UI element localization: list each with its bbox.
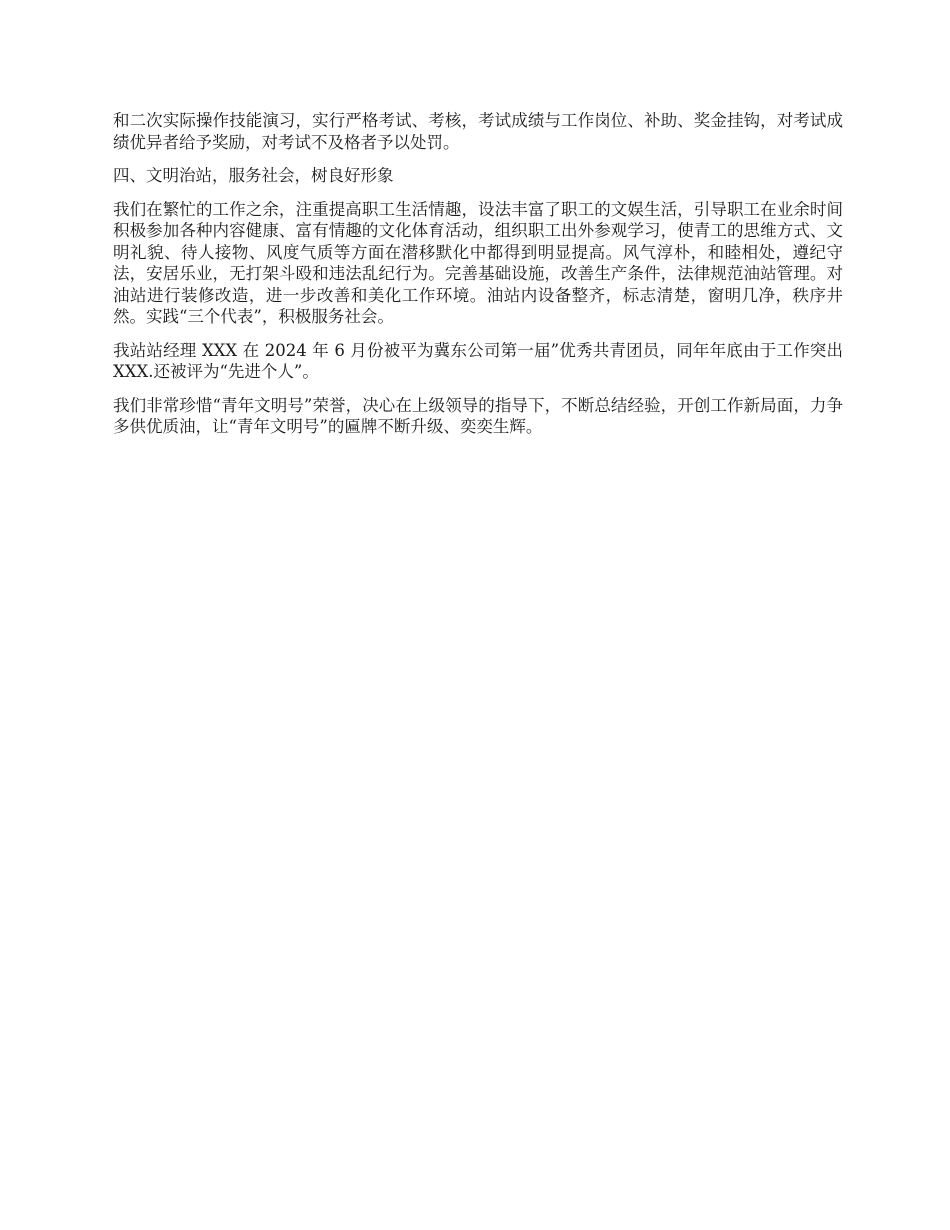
document-body — [113, 110, 843, 450]
section-heading-civilized-station: 四、文明治站，服务社会，树良好形象 — [113, 166, 394, 185]
paragraph-youth-civilization-title: 我们非常珍惜“青年文明号”荣誉，决心在上级领导的指导下，不断总结经验，开创工作新局面，力争多供优质油，让“青年文明号”的匾牌不断升级、奕奕生辉。 — [113, 395, 843, 436]
paragraph-manager-honors: 我站站经理 XXX 在 2024 年 6 月份被平为冀东公司第一届”优秀共青团员，同年年底由于工作突出 XXX.还被评为“先进个人”。 — [113, 340, 843, 381]
paragraph-staff-culture: 我们在繁忙的工作之余，注重提高职工生活情趣，设法丰富了职工的文娱生活，引导职工在业余时间积极参加各种内容健康、富有情趣的文化体育活动，组织职工出外参观学习，使青工的思维方式、文明礼貌、待人接物、风度气质等方面在潜移默化中都得到明显提高。风气淳朴，和睦相处，遵纪守法，安居乐业，无打架斗殴和违法乱纪行为。完善基础设施，改善生产条件，法律规范油站管理。对油站进行装修改造，进一步改善和美化工作环境。油站内设备整齐，标志清楚，窗明几净，秩序井然。实践“三个代表”，积极服务社会。 — [113, 199, 843, 326]
paragraph-exam-assessment: 和二次实际操作技能演习，实行严格考试、考核，考试成绩与工作岗位、补助、奖金挂钩，对考试成绩优异者给予奖励，对考试不及格者予以处罚。 — [113, 111, 843, 152]
